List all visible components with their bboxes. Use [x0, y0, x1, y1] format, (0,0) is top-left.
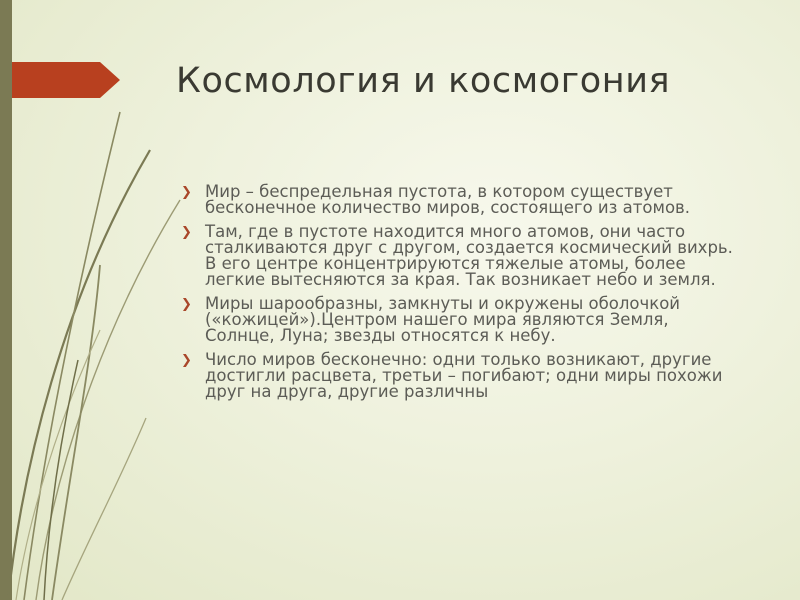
bullet-item — [180, 352, 740, 400]
bullet-item — [180, 224, 740, 288]
chevron-right-icon: ❯ — [181, 225, 192, 240]
bullet-list — [180, 184, 740, 408]
bullet-item — [180, 296, 740, 344]
chevron-right-icon: ❯ — [181, 185, 192, 200]
chevron-right-icon: ❯ — [181, 353, 192, 368]
slide-title: Космология и космогония — [176, 61, 671, 101]
bullet-text: Число миров бесконечно: одни только возникают, другие достигли расцвета, третьи – погибают; одни миры похожи друг на друга, другие различны — [205, 350, 723, 401]
bullet-text: Мир – беспредельная пустота, в котором существует бесконечное количество миров, состоящего из атомов. — [205, 182, 691, 217]
bullet-text: Миры шарообразны, замкнуты и окружены оболочкой («кожицей»).Центром нашего мира являются Земля, Солнце, Луна; звезды относятся к небу. — [205, 294, 681, 345]
bullet-text: Там, где в пустоте находится много атомов, они часто сталкиваются друг с другом, создается космический вихрь. В его центре концентрируются тяжелые атомы, более легкие вытесняются за края. Так возникает небо и земля. — [205, 222, 733, 289]
bullet-item — [180, 184, 740, 216]
chevron-right-icon: ❯ — [181, 297, 192, 312]
